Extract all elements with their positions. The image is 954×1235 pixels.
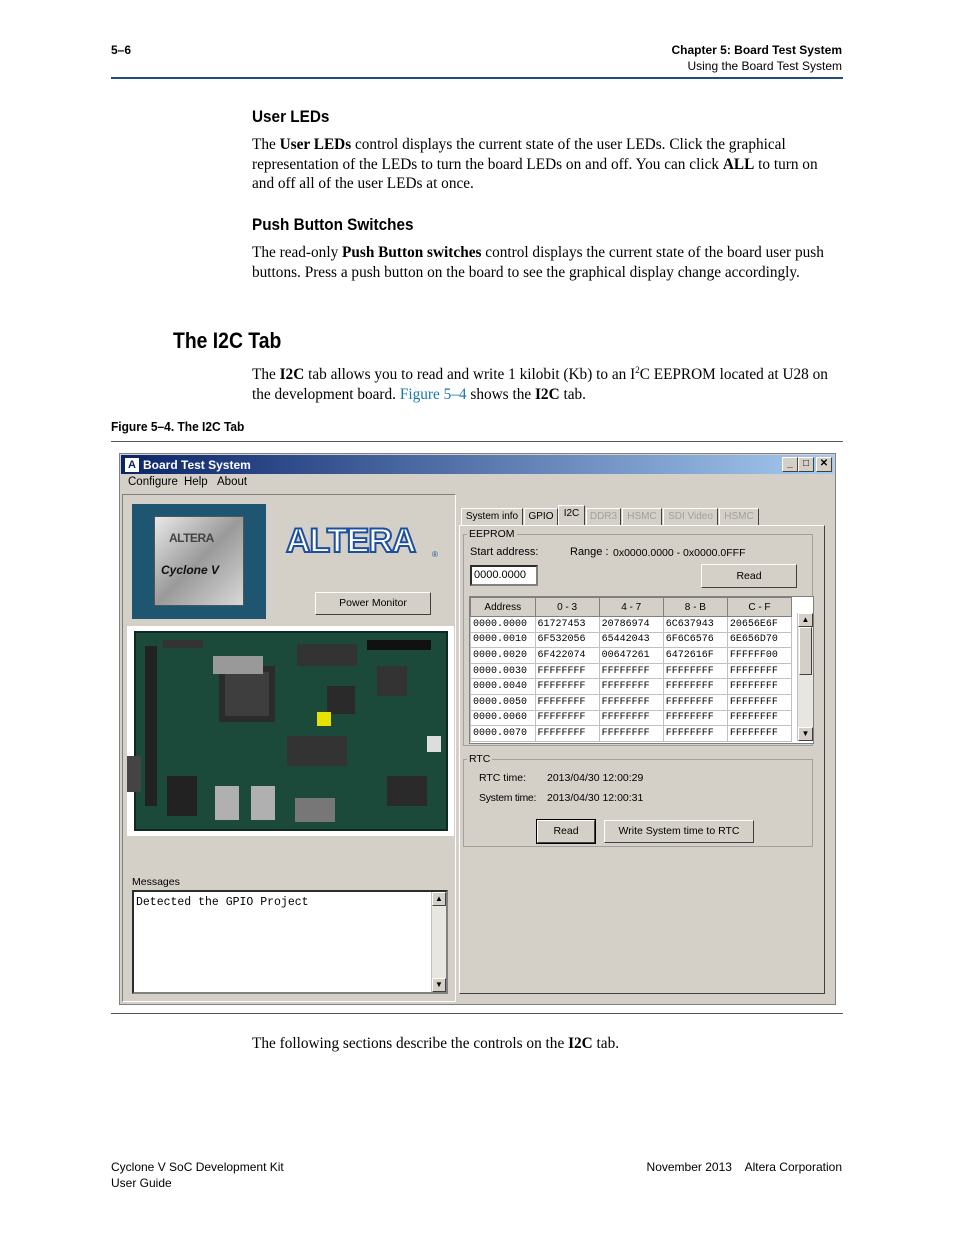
table-row — [471, 710, 792, 726]
scroll-down-icon[interactable]: ▼ — [798, 727, 813, 741]
system-time-label: System time: — [479, 792, 537, 804]
data-cell: FFFFFFFF — [727, 726, 791, 742]
header-rule — [111, 77, 843, 79]
chapter-title: Chapter 5: Board Test System — [671, 43, 842, 57]
eeprom-group-label: EEPROM — [469, 528, 515, 540]
page-number: 5–6 — [111, 43, 132, 57]
system-time-value: 2013/04/30 12:00:31 — [547, 792, 644, 804]
column-header: 4 - 7 — [599, 598, 663, 617]
data-cell: 20786974 — [599, 617, 663, 633]
data-cell: 20656E6F — [727, 617, 791, 633]
eeprom-scrollbar[interactable] — [797, 613, 813, 741]
table-row — [471, 663, 792, 679]
messages-label: Messages — [132, 876, 180, 888]
data-cell: FFFFFFFF — [535, 694, 599, 710]
data-cell: FFFFFFFF — [599, 694, 663, 710]
messages-box[interactable] — [132, 890, 448, 994]
maximize-icon[interactable]: □ — [798, 457, 814, 472]
write-rtc-button[interactable]: Write System time to RTC — [604, 820, 754, 843]
data-cell: FFFFFFFF — [727, 679, 791, 695]
table-row — [471, 632, 792, 648]
eeprom-table-frame — [469, 596, 814, 744]
data-cell: FFFFFF00 — [727, 648, 791, 664]
board-illustration — [127, 626, 454, 836]
scroll-thumb[interactable] — [799, 627, 812, 675]
push-button-paragraph: The read-only Push Button switches control displays the current state of the board user push buttons. Press a push button on the board to see the graphical display change accordingly. — [252, 244, 824, 281]
data-cell: FFFFFFFF — [663, 679, 727, 695]
power-monitor-button[interactable]: Power Monitor — [315, 592, 431, 615]
data-cell: FFFFFFFF — [535, 679, 599, 695]
data-cell: FFFFFFFF — [727, 694, 791, 710]
address-cell: 0000.0070 — [471, 726, 536, 742]
menu-help[interactable]: Help — [184, 476, 208, 488]
data-cell: FFFFFFFF — [535, 726, 599, 742]
messages-scrollbar[interactable] — [431, 892, 446, 992]
footer-doc-type: User Guide — [111, 1176, 172, 1190]
board-photo — [127, 626, 454, 836]
data-cell: FFFFFFFF — [599, 710, 663, 726]
data-cell: 6F422074 — [535, 648, 599, 664]
address-cell: 0000.0000 — [471, 617, 536, 633]
minimize-icon[interactable]: _ — [782, 457, 798, 472]
eeprom-table — [470, 597, 792, 742]
cyclone-chip-image — [132, 504, 266, 619]
menu-about[interactable]: About — [217, 476, 248, 488]
menu-configure[interactable]: Configure — [128, 476, 178, 488]
column-header: 8 - B — [663, 598, 727, 617]
data-cell: FFFFFFFF — [663, 726, 727, 742]
chip-altera-mark: ALTERA — [169, 531, 214, 545]
column-header: Address — [471, 598, 536, 617]
rtc-time-value: 2013/04/30 12:00:29 — [547, 772, 644, 784]
window-title: Board Test System — [143, 458, 251, 472]
rtc-time-label: RTC time: — [479, 772, 527, 784]
column-header: 0 - 3 — [535, 598, 599, 617]
data-cell: FFFFFFFF — [535, 710, 599, 726]
start-address-input[interactable]: 0000.0000 — [470, 565, 538, 586]
data-cell: FFFFFFFF — [727, 710, 791, 726]
tab-system-info[interactable]: System info — [461, 508, 523, 525]
section-title: Using the Board Test System — [687, 59, 842, 73]
data-cell: FFFFFFFF — [663, 663, 727, 679]
range-value: 0x0000.0000 - 0x0000.0FFF — [613, 547, 746, 559]
scroll-up-icon[interactable]: ▲ — [432, 892, 446, 906]
close-icon[interactable]: ✕ — [816, 457, 832, 472]
figure-bottom-rule — [111, 1013, 843, 1014]
data-cell: 6E656D70 — [727, 632, 791, 648]
data-cell: FFFFFFFF — [727, 663, 791, 679]
scroll-down-icon[interactable]: ▼ — [432, 978, 446, 992]
footer-doc-title: Cyclone V SoC Development Kit — [111, 1160, 284, 1174]
data-cell: 6F6C6576 — [663, 632, 727, 648]
address-cell: 0000.0020 — [471, 648, 536, 664]
data-cell: 00647261 — [599, 648, 663, 664]
data-cell: 61727453 — [535, 617, 599, 633]
data-cell: 6F532056 — [535, 632, 599, 648]
data-cell: FFFFFFFF — [535, 663, 599, 679]
address-cell: 0000.0060 — [471, 710, 536, 726]
board-test-window — [119, 453, 836, 1005]
rtc-group-label: RTC — [469, 753, 491, 765]
address-cell: 0000.0010 — [471, 632, 536, 648]
i2c-section-heading: The I2C Tab — [173, 328, 282, 353]
tab-hsmc[interactable]: HSMC — [622, 508, 662, 525]
footer-date-company: November 2013 Altera Corporation — [646, 1160, 842, 1174]
data-cell: FFFFFFFF — [663, 694, 727, 710]
address-cell: 0000.0050 — [471, 694, 536, 710]
after-figure-paragraph: The following sections describe the controls on the I2C tab. — [252, 1035, 620, 1052]
data-cell: FFFFFFFF — [663, 710, 727, 726]
data-cell: FFFFFFFF — [599, 679, 663, 695]
figure-top-rule — [111, 441, 843, 442]
table-row — [471, 694, 792, 710]
data-cell: 65442043 — [599, 632, 663, 648]
altera-app-icon: A — [124, 457, 140, 473]
address-cell: 0000.0030 — [471, 663, 536, 679]
data-cell: 6C637943 — [663, 617, 727, 633]
user-leds-paragraph: The User LEDs control displays the current state of the user LEDs. Click the graphical representation of the LEDs to turn the board LEDs on and off. You can click ALL to turn on and off all of the user LEDs at once. — [252, 136, 818, 192]
data-cell: FFFFFFFF — [599, 726, 663, 742]
tab-sdi-video[interactable]: SDI Video — [663, 508, 718, 525]
altera-logo: ALTERA — [286, 522, 416, 560]
figure-caption: Figure 5–4. The I2C Tab — [111, 419, 245, 434]
data-cell: FFFFFFFF — [599, 663, 663, 679]
chip-cyclone-label: Cyclone V — [161, 563, 220, 577]
tab-i2c[interactable]: I2C — [558, 505, 585, 526]
tab-gpio[interactable]: GPIO — [524, 508, 558, 525]
user-leds-heading: User LEDs — [252, 107, 330, 126]
eeprom-read-button[interactable]: Read — [701, 564, 797, 588]
figure-link[interactable]: Figure 5–4 — [399, 385, 467, 403]
scroll-up-icon[interactable]: ▲ — [798, 613, 813, 627]
table-row — [471, 617, 792, 633]
start-address-label: Start address: — [470, 546, 539, 558]
message-line: Detected the GPIO Project — [136, 896, 309, 909]
rtc-read-button[interactable]: Read — [537, 820, 595, 843]
tab-hsmc-2[interactable]: HSMC — [719, 508, 759, 525]
range-label: Range : — [570, 546, 609, 558]
address-cell: 0000.0040 — [471, 679, 536, 695]
data-cell: 6472616F — [663, 648, 727, 664]
registered-icon: ® — [432, 550, 438, 559]
i2c-paragraph: The I2C tab allows you to read and write 1 kilobit (Kb) to an $I^2C$ EEPROM located at U28 on the development board. Figure 5–4 shows the I2C tab. — [252, 365, 828, 403]
column-header: C - F — [727, 598, 791, 617]
table-row — [471, 648, 792, 664]
table-row — [471, 679, 792, 695]
tab-ddr3[interactable]: DDR3 — [586, 508, 621, 525]
push-button-heading: Push Button Switches — [252, 215, 414, 234]
title-bar — [121, 455, 834, 474]
table-row — [471, 726, 792, 742]
